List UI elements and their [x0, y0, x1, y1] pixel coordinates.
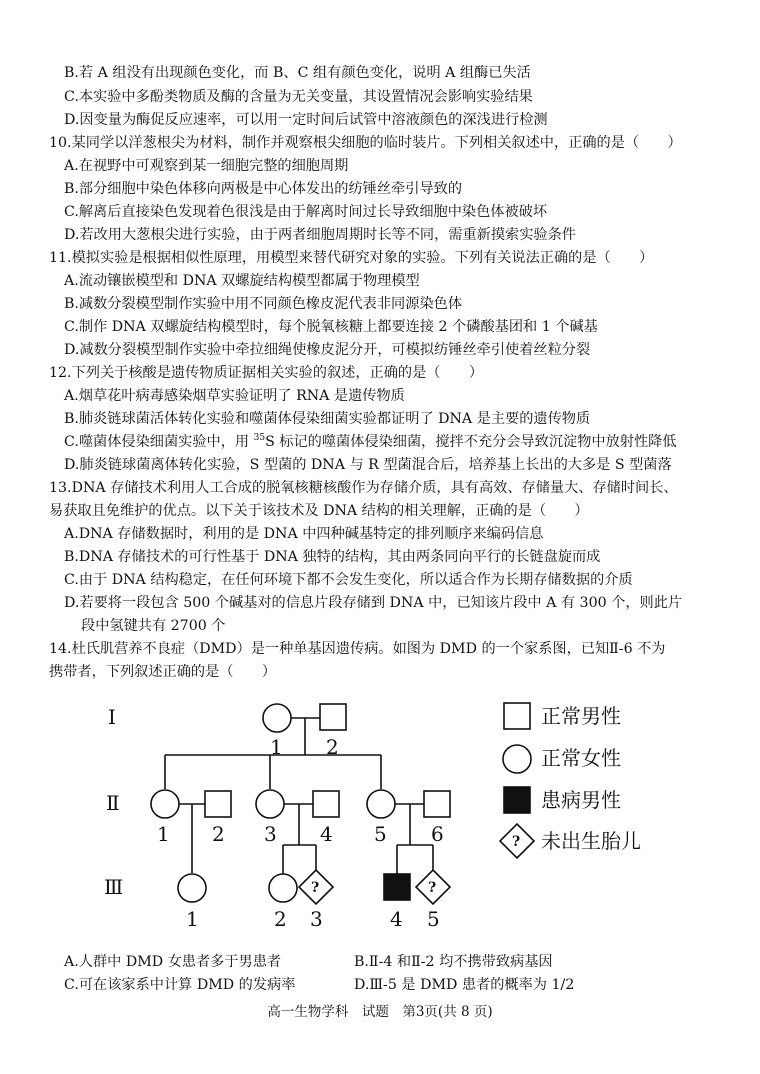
q12-stem: 12.下列关于核酸是遗传物质证据相关实验的叙述，正确的是（ ）	[49, 365, 484, 381]
q10-stem: 10.某同学以洋葱根尖为材料，制作并观察根尖细胞的临时装片。下列相关叙述中，正确的是（ ）	[49, 135, 682, 151]
page-footer: 高一生物学科 试题 第3页(共 8 页)	[267, 1004, 493, 1020]
q13-stem-1: 13.DNA 存储技术利用人工合成的脱氧核糖核酸作为存储介质，具有高效、存储量大、存储时间长、	[49, 480, 678, 496]
legend-normal-male-label: 正常男性	[541, 704, 621, 728]
legend-affected-male-label: 患病男性	[541, 788, 621, 812]
legend-normal-female-symbol	[503, 745, 531, 773]
q11-option-a: A.流动镶嵌模型和 DNA 双螺旋结构模型都属于物理模型	[64, 273, 420, 289]
gen2-number-2: 2	[212, 822, 225, 846]
gen3-unborn-3-mark: ?	[311, 880, 320, 896]
q14-option-d: D.Ⅲ-5 是 DMD 患者的概率为 1/2	[354, 977, 575, 993]
q13-option-b: B.DNA 存储技术的可行性基于 DNA 独特的结构，其由两条同向平行的长链盘旋而成	[64, 549, 601, 565]
legend-normal-female-label: 正常女性	[541, 746, 621, 770]
gen1-male-2	[320, 704, 346, 730]
gen1-number-2: 2	[326, 735, 339, 759]
q12-option-c-sup: 35	[253, 433, 266, 443]
q12-option-c	[64, 432, 677, 452]
q11-option-d: D.减数分裂模型制作实验中牵拉细绳使橡皮泥分开，可模拟纺锤丝牵引使着丝粒分裂	[64, 342, 591, 358]
q12-option-a: A.烟草花叶病毒感染烟草实验证明了 RNA 是遗传物质	[64, 388, 405, 404]
gen3-number-4: 4	[390, 907, 403, 931]
q10-option-d: D.若改用大葱根尖进行实验，由于两者细胞周期时长等不同，需重新摸索实验条件	[64, 227, 576, 243]
q12-option-b: B.肺炎链球菌活体转化实验和噬菌体侵染细菌实验都证明了 DNA 是主要的遗传物质	[64, 411, 591, 427]
q10-option-a: A.在视野中可观察到某一细胞完整的细胞周期	[64, 158, 349, 174]
gen-label-2: Ⅱ	[106, 791, 120, 815]
legend-normal-male-symbol	[504, 703, 530, 729]
gen2-number-1: 1	[157, 822, 170, 846]
q11-option-c: C.制作 DNA 双螺旋结构模型时，每个脱氧核糖上都要连接 2 个磷酸基团和 1 个碱基	[64, 319, 598, 335]
gen-label-1: Ⅰ	[108, 705, 116, 729]
gen2-female-5	[367, 790, 395, 818]
gen2-male-4	[313, 791, 339, 817]
q10-option-c: C.解离后直接染色发现着色很浅是由于解离时间过长导致细胞中染色体被破坏	[64, 204, 548, 220]
gen2-number-5: 5	[374, 822, 387, 846]
gen2-number-4: 4	[320, 822, 333, 846]
legend-unborn-mark: ?	[512, 834, 521, 850]
q9-option-c: C.本实验中多酚类物质及酶的含量为无关变量，其设置情况会影响实验结果	[64, 89, 533, 105]
gen2-number-3: 3	[264, 822, 277, 846]
gen2-female-3	[256, 790, 284, 818]
gen2-female-1	[151, 790, 179, 818]
q13-option-d-1: D.若要将一段包含 500 个碱基对的信息片段存储到 DNA 中，已知该片段中 A 有 300 个，则此片	[64, 595, 683, 611]
q13-option-d-2: 段中氢键共有 2700 个	[81, 618, 226, 634]
gen3-number-1: 1	[186, 907, 199, 931]
gen2-number-6: 6	[431, 822, 444, 846]
gen3-unborn-5-mark: ?	[428, 880, 437, 896]
q12-option-c-before: C.噬菌体侵染细菌实验中，用	[64, 434, 254, 450]
gen-label-3: Ⅲ	[104, 875, 124, 899]
q13-option-c: C.由于 DNA 结构稳定，在任何环境下都不会发生变化，所以适合作为长期存储数据的介质	[64, 572, 633, 588]
gen2-male-2	[205, 791, 231, 817]
q9-option-d: D.因变量为酶促反应速率，可以用一定时间后试管中溶液颜色的深浅进行检测	[64, 112, 548, 128]
gen3-number-2: 2	[274, 907, 287, 931]
gen3-female-2	[269, 874, 297, 902]
legend-affected-male-symbol	[504, 787, 530, 813]
q12-option-c-after: S 标记的噬菌体侵染细菌，搅拌不充分会导致沉淀物中放射性降低	[265, 434, 677, 450]
gen1-female-1	[263, 704, 291, 732]
q11-option-b: B.减数分裂模型制作实验中用不同颜色橡皮泥代表非同源染色体	[64, 296, 463, 312]
q11-stem: 11.模拟实验是根据相似性原理，用模型来替代研究对象的实验。下列有关说法正确的是（ ）	[49, 250, 654, 266]
pedigree-figure	[0, 690, 760, 950]
legend-unborn-label: 未出生胎儿	[541, 829, 641, 853]
gen1-number-1: 1	[270, 735, 283, 759]
q9-option-b: B.若 A 组没有出现颜色变化，而 B、C 组有颜色变化，说明 A 组酶已失活	[64, 65, 531, 81]
q14-option-b: B.Ⅱ-4 和Ⅱ-2 均不携带致病基因	[354, 954, 553, 970]
q13-option-a: A.DNA 存储数据时，利用的是 DNA 中四种碱基特定的排列顺序来编码信息	[64, 526, 544, 542]
gen3-number-5: 5	[427, 907, 440, 931]
q14-stem-1: 14.杜氏肌营养不良症（DMD）是一种单基因遗传病。如图为 DMD 的一个家系图，已知Ⅱ-6 不为	[49, 641, 666, 657]
q14-option-c: C.可在该家系中计算 DMD 的发病率	[64, 977, 296, 993]
q13-stem-2: 易获取且免维护的优点。以下关于该技术及 DNA 结构的相关理解，正确的是（ ）	[49, 503, 589, 519]
gen3-number-3: 3	[310, 907, 323, 931]
q14-stem-2: 携带者，下列叙述正确的是（ ）	[49, 664, 277, 680]
gen3-affected-male-4	[384, 874, 410, 900]
q14-option-a: A.人群中 DMD 女患者多于男患者	[64, 954, 282, 970]
q12-option-d: D.肺炎链球菌离体转化实验，S 型菌的 DNA 与 R 型菌混合后，培养基上长出的大多是 S 型菌落	[64, 457, 672, 473]
gen3-female-1	[178, 874, 206, 902]
gen2-male-6	[424, 791, 450, 817]
q10-option-b: B.部分细胞中染色体移向两极是中心体发出的纺锤丝牵引导致的	[64, 181, 463, 197]
